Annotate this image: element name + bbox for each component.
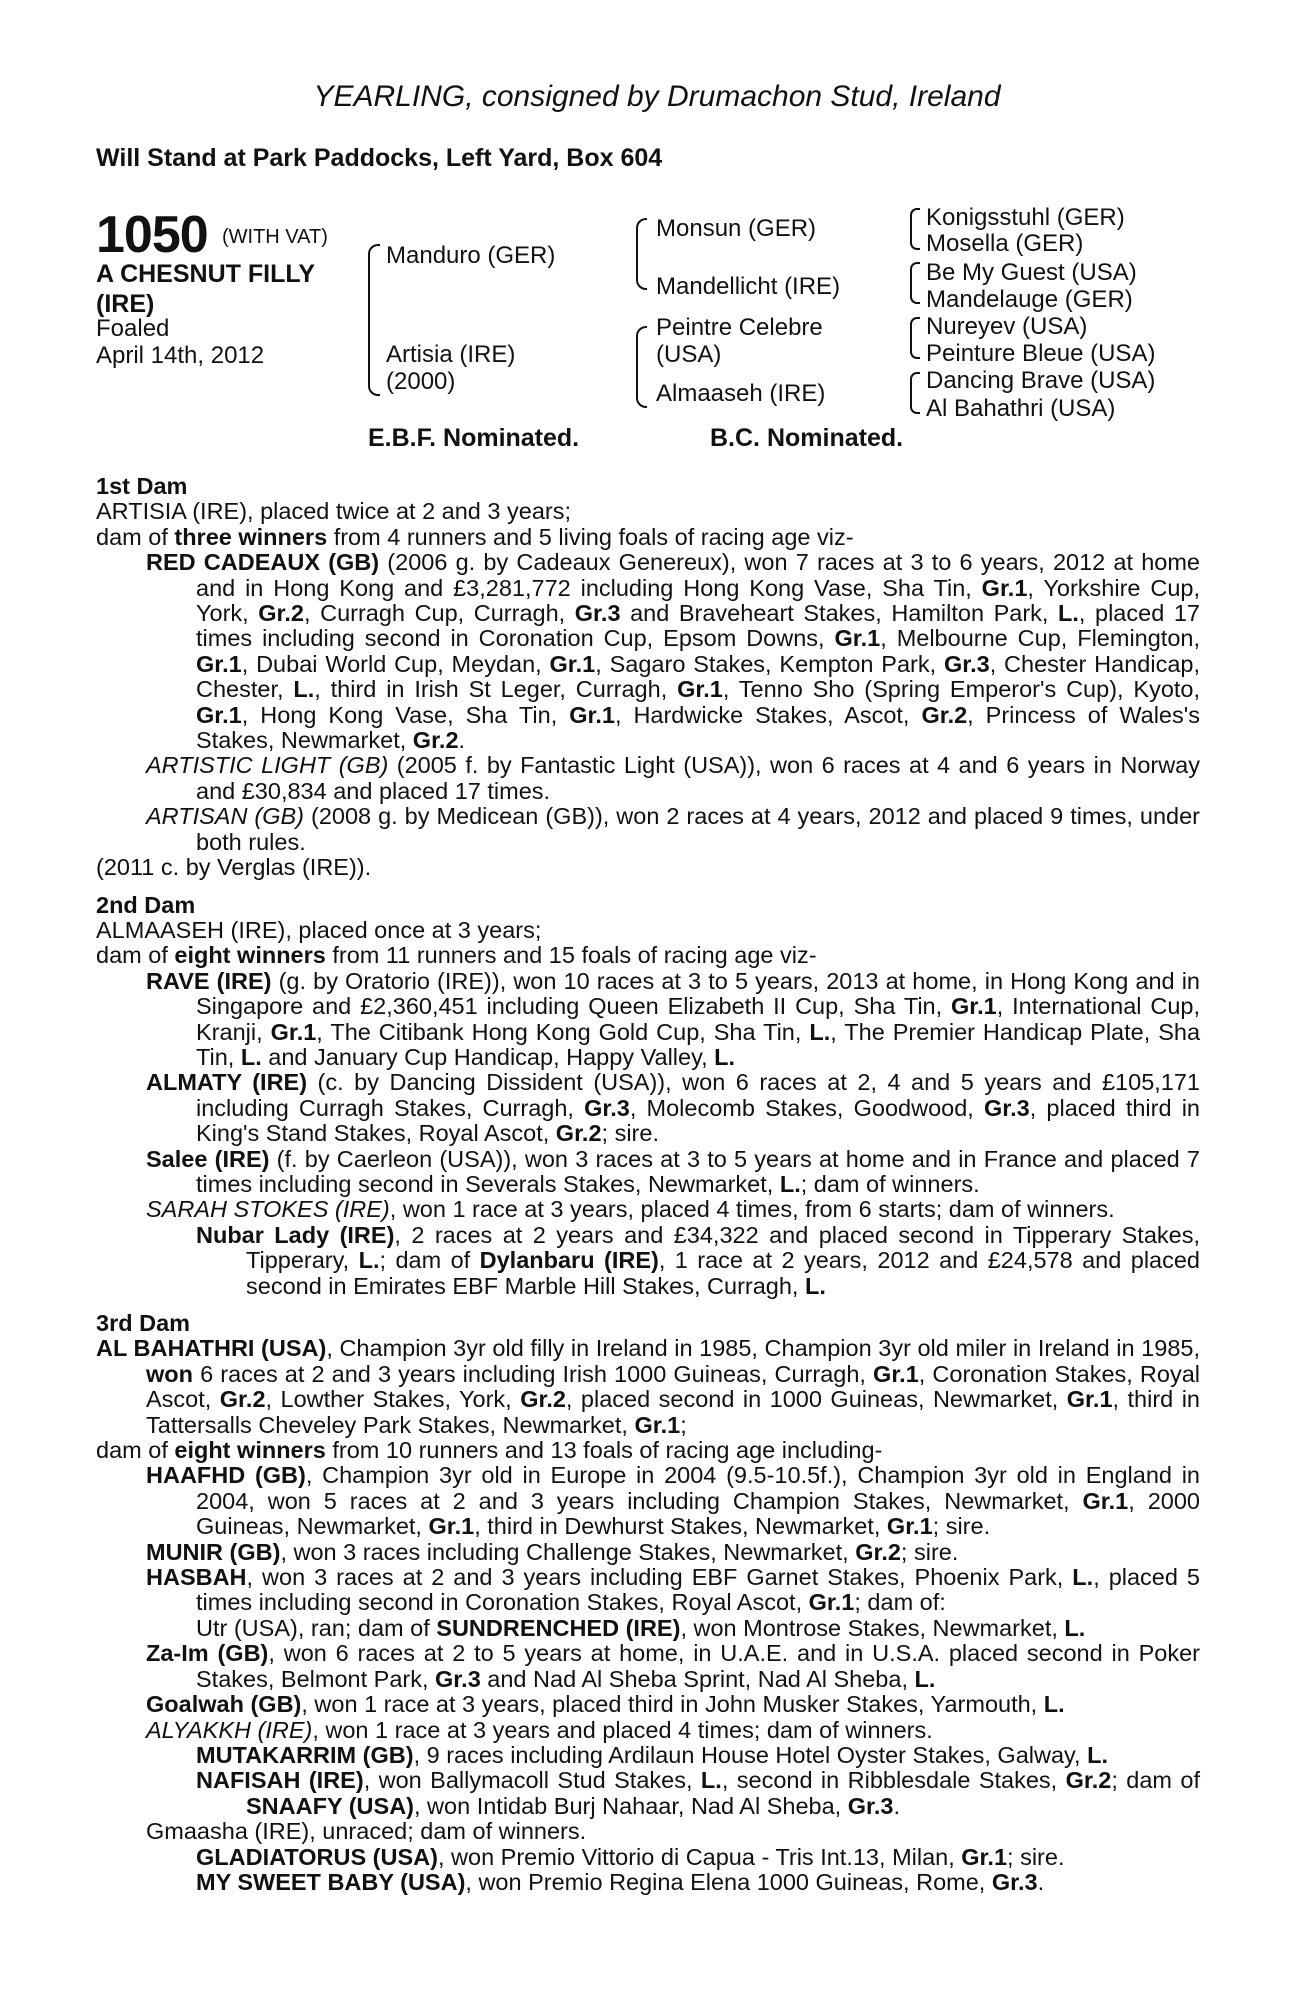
list-item: ALMATY (IRE) (c. by Dancing Dissident (USA)), won 6 races at 2, 4 and 5 years and £105,171 including Curragh Stakes, Curragh, Gr.3, Molecomb Stakes, Goodwood, Gr.3, placed third in King's Stand Stakes, Royal Ascot, Gr.2; sire. [146,1069,1200,1147]
dam-sire-line-2: (USA) [656,341,722,368]
second-dam-line: ALMAASEH (IRE), placed once at 3 years; [96,916,542,943]
lot-number: 1050 [96,206,208,264]
sire-dam-brace [368,244,380,396]
sire: Manduro (GER) [386,242,556,269]
gen3-brace-2 [910,262,920,304]
dam-sire-line-1: Peintre Celebre [656,314,823,341]
consignor-subtitle: YEARLING, consigned by Drumachon Stud, Ireland [313,80,1001,113]
list-item: MUTAKARRIM (GB), 9 races including Ardilaun House Hotel Oyster Stakes, Galway, L. [196,1741,1109,1768]
first-dam-produce: dam of three winners from 4 runners and 5 living foals of racing age viz- [96,523,854,550]
list-item: ALYAKKH (IRE), won 1 race at 3 years and placed 4 times; dam of winners. [146,1716,933,1743]
dam-dam-sire: Dancing Brave (USA) [926,367,1156,394]
gen3-brace-3 [910,317,920,359]
dam-sire-sire: Nureyev (USA) [926,313,1088,340]
sire-line-brace [636,218,647,290]
list-item: Nubar Lady (IRE), 2 races at 2 years and £34,322 and placed second in Tipperary Stakes, Tipperary, L.; dam of Dylanbaru (IRE), 1 race at 2 years, 2012 and £24,578 and placed second in Emirates EBF Marble Hill Stakes, Curragh, L. [196,1221,1200,1299]
list-item: HAAFHD (GB), Champion 3yr old in Europe in 2004 (9.5-10.5f.), Champion 3yr old in England in 2004, won 5 races at 2 and 3 years including Champion Stakes, Newmarket, Gr.1, 2000 Guineas, Newmarket, Gr.1, third in Dewhurst Stakes, Newmarket, Gr.1; sire. [146,1462,1200,1540]
third-dam-line: AL BAHATHRI (USA), Champion 3yr old filly in Ireland in 1985, Champion 3yr old miler in Ireland in 1985, won 6 races at 2 and 3 years including Irish 1000 Guineas, Curragh, Gr.1, Coronation Stakes, Royal Ascot, Gr.2, Lowther Stakes, York, Gr.2, placed second in 1000 Guineas, Newmarket, Gr.1, third in Tattersalls Cheveley Park Stakes, Newmarket, Gr.1; [96,1335,1200,1438]
first-dam-heading: 1st Dam [96,473,188,499]
list-item: GLADIATORUS (USA), won Premio Vittorio di Capua - Tris Int.13, Milan, Gr.1; sire. [196,1843,1065,1870]
foaled-info [96,315,264,369]
sire-sire-sire: Konigsstuhl (GER) [926,204,1125,231]
list-item: (2011 c. by Verglas (IRE)). [96,854,372,881]
third-dam-produce: dam of eight winners from 10 runners and 13 foals of racing age including- [96,1437,883,1464]
dam-dam-dam: Al Bahathri (USA) [926,395,1116,422]
vat-note: (WITH VAT) [222,226,328,248]
list-item: RAVE (IRE) (g. by Oratorio (IRE)), won 10 races at 3 to 5 years, 2013 at home, in Hong Kong and in Singapore and £2,360,451 including Queen Elizabeth II Cup, Sha Tin, Gr.1, International Cup, Kranji, Gr.1, The Citibank Hong Kong Gold Cup, Sha Tin, L., The Premier Handicap Plate, Sha Tin, L. and January Cup Handicap, Happy Valley, L. [146,967,1201,1070]
first-dam-line: ARTISIA (IRE), placed twice at 2 and 3 years; [96,498,572,525]
stand-location: Will Stand at Park Paddocks, Left Yard, Box 604 [96,144,663,172]
foaled-date: April 14th, 2012 [96,342,265,369]
sire-dam-dam: Mandelauge (GER) [926,286,1133,313]
dam: Artisia (IRE) [386,341,516,368]
dam-year: (2000) [386,368,456,395]
ebf-nominated: E.B.F. Nominated. [368,424,580,452]
list-item: ARTISAN (GB) (2008 g. by Medicean (GB)), won 2 races at 4 years, 2012 and placed 9 times, under both rules. [146,803,1200,855]
list-item: ARTISTIC LIGHT (GB) (2005 f. by Fantastic Light (USA)), won 6 races at 4 and 6 years in Norway and £30,834 and placed 17 times. [146,752,1201,804]
sire-sire: Monsun (GER) [656,215,817,242]
list-item: MY SWEET BABY (USA), won Premio Regina Elena 1000 Guineas, Rome, Gr.3. [196,1868,1045,1895]
dam-line-brace [636,326,647,408]
sire-dam-sire: Be My Guest (USA) [926,259,1137,286]
sire-sire-dam: Mosella (GER) [926,230,1084,257]
second-dam-heading: 2nd Dam [96,891,196,918]
family-body [96,474,1200,1895]
list-item: MUNIR (GB), won 3 races including Challenge Stakes, Newmarket, Gr.2; sire. [146,1538,959,1565]
dam-dam: Almaaseh (IRE) [656,380,826,407]
gen3-brace-1 [910,208,920,250]
list-item: Goalwah (GB), won 1 race at 3 years, placed third in John Musker Stakes, Yarmouth, L. [146,1691,1065,1718]
bc-nominated: B.C. Nominated. [710,424,904,452]
list-item: NAFISAH (IRE), won Ballymacoll Stud Stakes, L., second in Ribblesdale Stakes, Gr.2; dam of SNAAFY (USA), won Intidab Burj Nahaar, Nad Al Sheba, Gr.3. [196,1767,1201,1819]
sex-line-2: (IRE) [96,290,155,318]
list-item: Za-Im (GB), won 6 races at 2 to 5 years at home, in U.A.E. and in U.S.A. placed second in Poker Stakes, Belmont Park, Gr.3 and Nad Al Sheba Sprint, Nad Al Sheba, L. [146,1640,1200,1692]
sire-dam: Mandellicht (IRE) [656,273,841,300]
lot-description [96,259,356,319]
foaled-label: Foaled [96,315,170,342]
dam-sire-dam: Peinture Bleue (USA) [926,340,1156,367]
gen3-brace-4 [910,372,920,414]
list-item: SARAH STOKES (IRE), won 1 race at 3 years, placed 4 times, from 6 starts; dam of winners. [146,1196,1115,1223]
list-item: Salee (IRE) (f. by Caerleon (USA)), won 3 races at 3 to 5 years at home and in France and placed 7 times including second in Severals Stakes, Newmarket, L.; dam of winners. [146,1145,1200,1197]
second-dam-produce: dam of eight winners from 11 runners and 15 foals of racing age viz- [96,942,817,969]
list-item: RED CADEAUX (GB) (2006 g. by Cadeaux Genereux), won 7 races at 3 to 6 years, 2012 at home and in Hong Kong and £3,281,772 including Hong Kong Vase, Sha Tin, Gr.1, Yorkshire Cup, York, Gr.2, Curragh Cup, Curragh, Gr.3 and Braveheart Stakes, Hamilton Park, L., placed 17 times including second in Coronation Cup, Epsom Downs, Gr.1, Melbourne Cup, Flemington, Gr.1, Dubai World Cup, Meydan, Gr.1, Sagaro Stakes, Kempton Park, Gr.3, Chester Handicap, Chester, L., third in Irish St Leger, Curragh, Gr.1, Tenno Sho (Spring Emperor's Cup), Kyoto, Gr.1, Hong Kong Vase, Sha Tin, Gr.1, Hardwicke Stakes, Ascot, Gr.2, Princess of Wales's Stakes, Newmarket, Gr.2. [146,549,1201,754]
sex-line-1: A CHESNUT FILLY [96,260,315,288]
list-item: HASBAH, won 3 races at 2 and 3 years including EBF Garnet Stakes, Phoenix Park, L., placed 5 times including second in Coronation Stakes, Royal Ascot, Gr.1; dam of: Utr (USA), ran; dam of SUNDRENCHED (IRE), won Montrose Stakes, Newmarket, L. [146,1564,1200,1641]
list-item: Gmaasha (IRE), unraced; dam of winners. [146,1818,587,1845]
third-dam-heading: 3rd Dam [96,1310,191,1336]
